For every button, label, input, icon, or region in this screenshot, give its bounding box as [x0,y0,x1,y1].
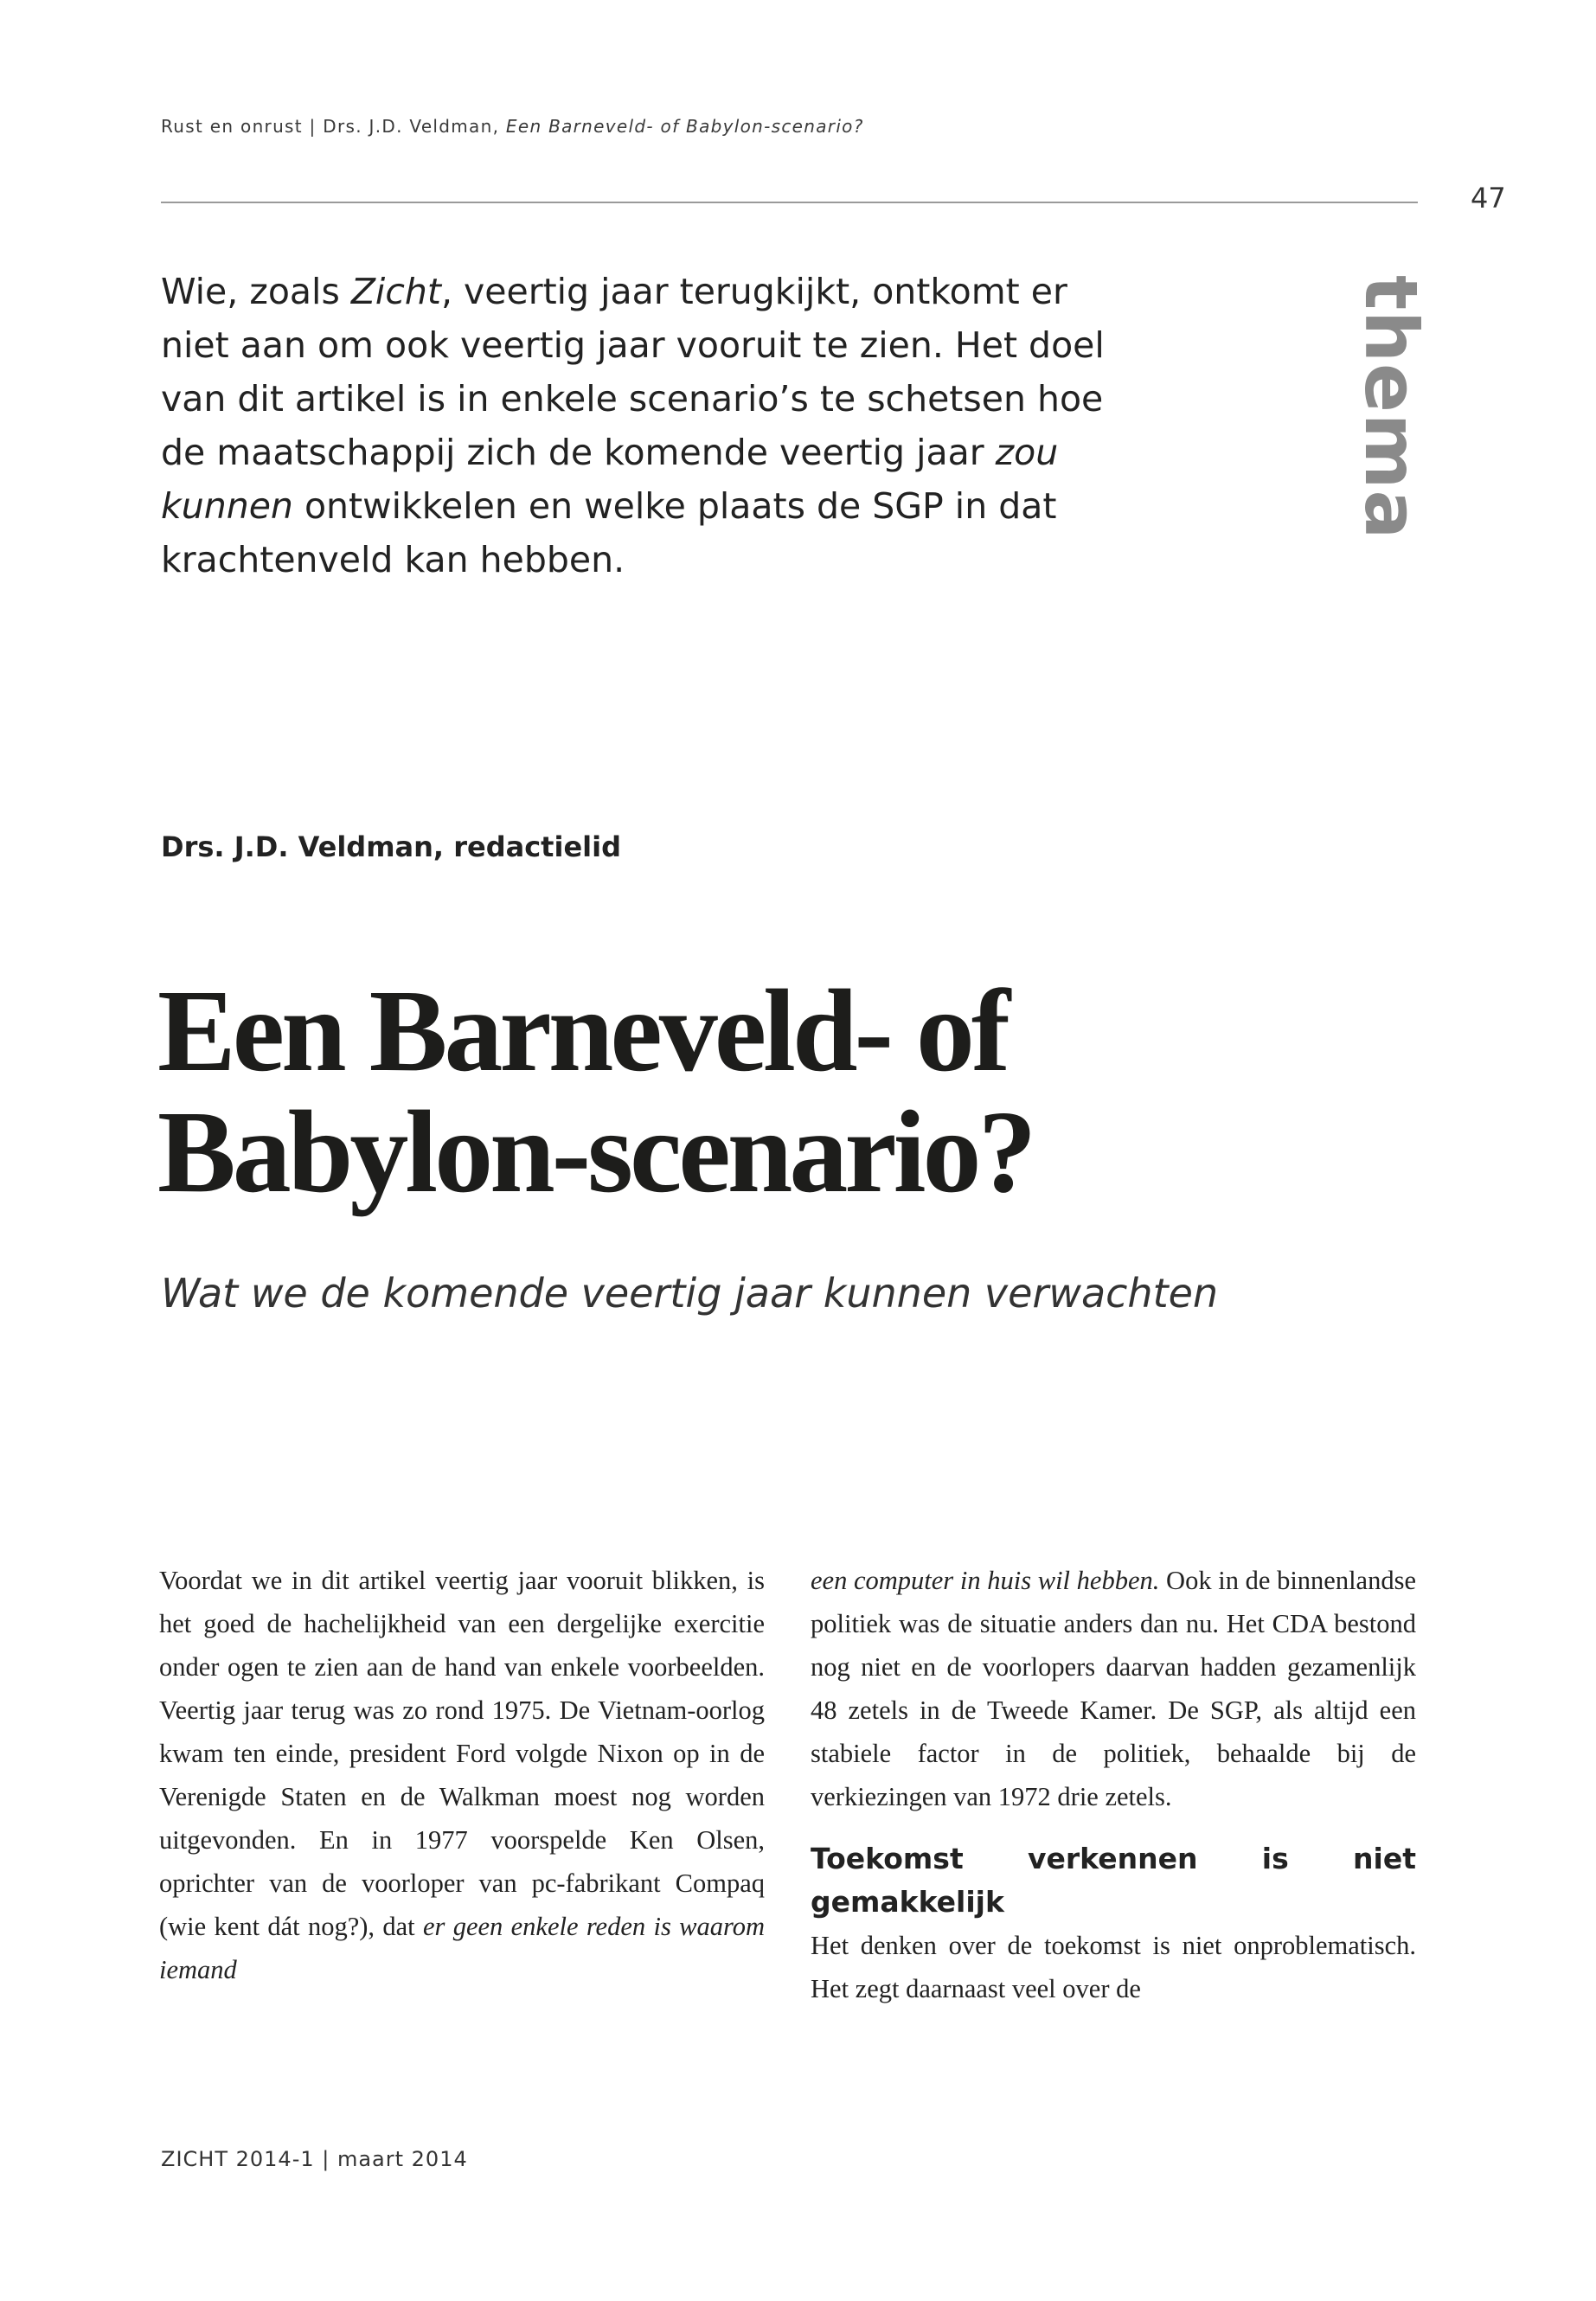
body-column-right [811,1559,1416,2010]
header-rule [161,202,1418,203]
intro-text-2: , veertig jaar terugkijkt, ontkomt er niet aan om ook veertig jaar vooruit te zien. Het doel van dit artikel is in enkele scenario’s te schetsen hoe de maatschappij zich de komende veertig jaar [161,271,1105,473]
body-paragraph: Het denken over de toekomst is niet onproblematisch. Het zegt daarnaast veel over de [811,1931,1416,2003]
running-header-title: Een Barneveld- of Babylon-scenario? [505,116,864,137]
body-emphasis: een computer in huis wil hebben. [811,1566,1160,1595]
section-heading: Toekomst verkennen is niet gemakkelijk [811,1842,1416,1919]
intro-emphasis-1: Zicht [350,271,441,312]
article-title [157,966,1368,1217]
page-number: 47 [1471,182,1506,215]
section-label: thema [1349,275,1433,541]
intro-text-3: ontwikkelen en welke plaats de SGP in dat krachtenveld kan hebben. [161,485,1057,580]
article-subtitle: Wat we de komende veertig jaar kunnen verwachten [161,1270,1219,1317]
intro-paragraph [161,265,1121,586]
body-column-left [159,1559,765,1991]
running-header-prefix: Rust en onrust | Drs. J.D. Veldman, [161,116,506,137]
body-paragraph [811,1559,1416,1818]
intro-emphasis-2: zou kunnen [161,432,1059,527]
body-emphasis: er geen enkele reden is waarom iemand [159,1912,765,1984]
intro-text-1: Wie, zoals [161,271,351,312]
body-paragraph [159,1559,765,1991]
article-title-line-2: Babylon-scenario? [157,1087,1034,1217]
body-text: Voordat we in dit artikel veertig jaar vooruit blikken, is het goed de hachelijkheid van een dergelijke exercitie onder ogen te zien aan de hand van enkele voorbeelden. Veertig jaar terug was zo rond 1975. De Vietnam-oorlog kwam ten einde, president Ford volgde Nixon op in de Verenigde Staten en de Walkman moest nog worden uitgevonden. En in 1977 voorspelde Ken Olsen, oprichter van de voorloper van pc-fabrikant Compaq (wie kent dát nog?), dat [159,1566,765,1941]
page-footer: ZICHT 2014-1 | maart 2014 [161,2147,468,2171]
article-title-line-1: Een Barneveld- of [157,966,1008,1096]
running-header [161,116,864,137]
author-line: Drs. J.D. Veldman, redactielid [161,830,621,863]
body-text: Ook in de binnenlandse politiek was de situatie anders dan nu. Het CDA bestond nog niet en de voorlopers daarvan hadden gezamenlijk 48 zetels in de Tweede Kamer. De SGP, als altijd een stabiele factor in de politiek, behaalde bij de verkiezingen van 1972 drie zetels. [811,1566,1417,1811]
